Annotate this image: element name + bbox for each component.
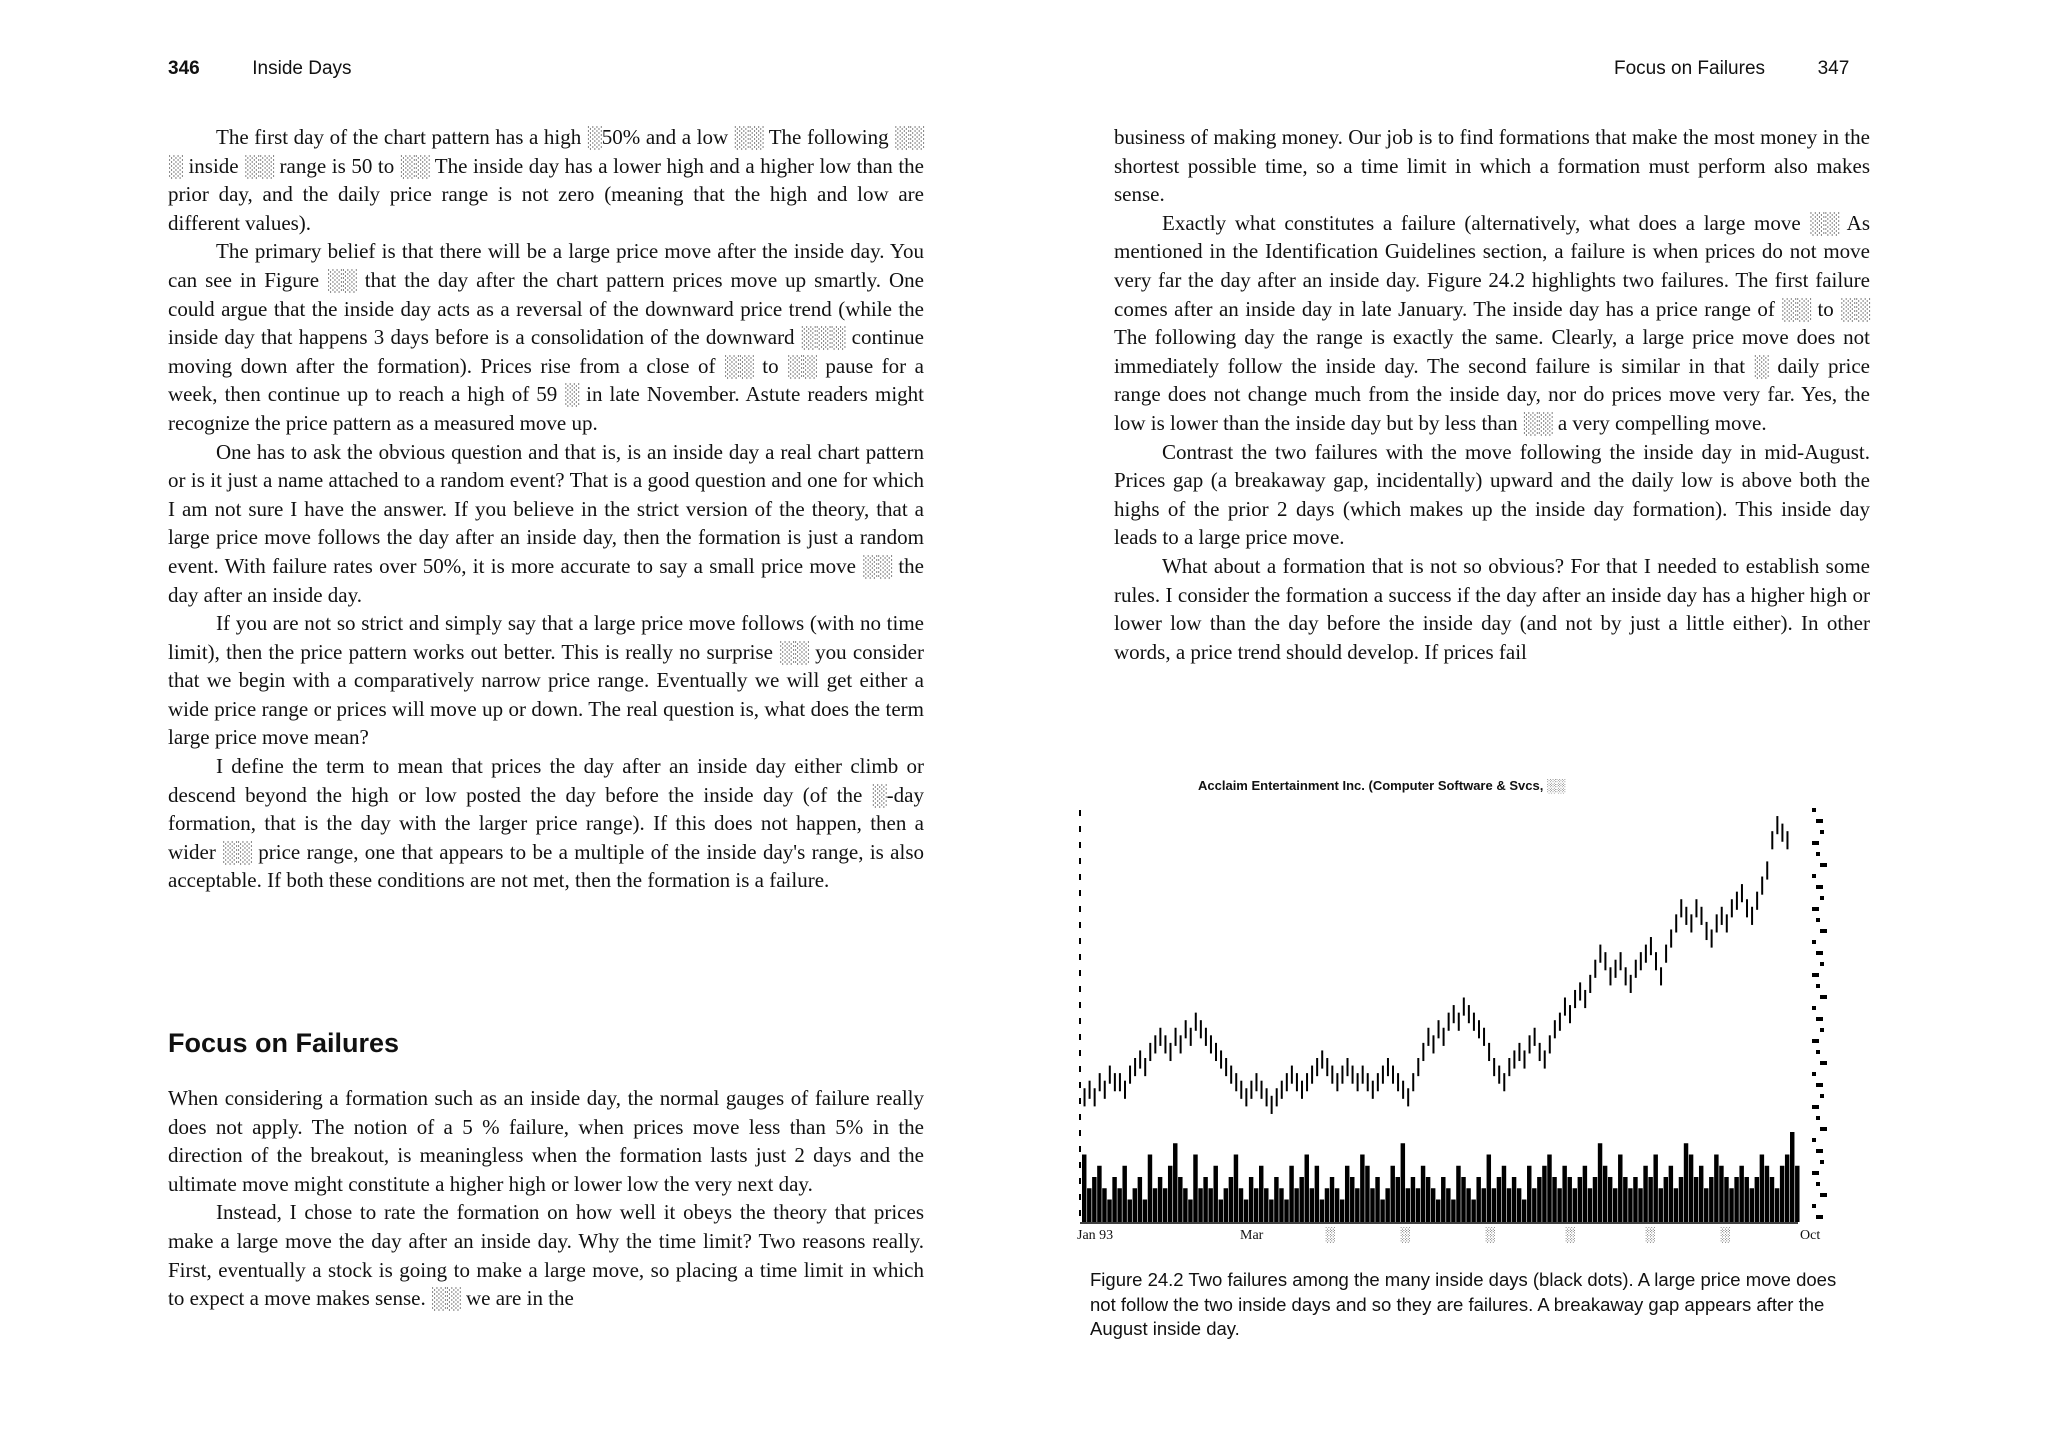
axis-tick [1812, 1039, 1819, 1043]
volume-bar [1608, 1177, 1612, 1222]
paragraph: The primary belief is that there will be a large price move after the inside day. You can see in Figure ░░ that the day after the chart pattern prices move up smartly. One could argue that the inside day acts as a reversal of the downward price trend (while the inside day that happens 3 days before is a consolidation of the downward ░░░ continue moving down after the formation). Prices rise from a close of ░░ to ░░ pause for a week, then continue up to reach a high of 59 ░ in late November. Astute readers might recognize the price pattern as a measured move up. [168, 239, 924, 435]
axis-tick [1812, 1138, 1816, 1142]
volume-bar [1476, 1177, 1480, 1222]
running-head-right: Focus on Failures [1614, 58, 1766, 79]
volume-bar [1219, 1200, 1223, 1223]
volume-bar [1643, 1166, 1647, 1222]
volume-bar [1684, 1143, 1688, 1222]
volume-bar [1562, 1166, 1566, 1222]
volume-bar [1724, 1177, 1728, 1222]
paragraph: The first day of the chart pattern has a high ░50% and a low ░░ The following ░░ ░ inside ░░ range is 50 to ░░ The inside day has a lower high and a higher low than the prior day, and the daily price range is not zero (meaning that the high and low are different values). [168, 125, 924, 235]
axis-tick [1816, 1149, 1823, 1153]
axis-tick [1812, 874, 1816, 878]
volume-bar [1340, 1200, 1344, 1223]
volume-bar [1507, 1188, 1511, 1222]
volume-bar [1234, 1155, 1238, 1223]
volume-bar [1653, 1155, 1657, 1223]
volume-bar [1148, 1155, 1152, 1223]
volume-bar [1623, 1177, 1627, 1222]
volume-bar [1198, 1188, 1202, 1222]
paragraph: I define the term to mean that prices the day after an inside day either climb or descend beyond the high or low posted the day before the inside day (of the ░-day formation, that is the day with the larger price range). If this does not happen, then a wider ░░ price range, one that appears to be a multiple of the inside day's range, is also acceptable. If both these conditions are not met, then the formation is a failure. [168, 754, 924, 893]
x-tick-label: ░ [1485, 1228, 1495, 1243]
figure-caption: Figure 24.2 Two failures among the many inside days (black dots). A large price move does not follow the two inside days and so they are failures. A breakaway gap appears after the August inside day. [1090, 1269, 1837, 1339]
volume-bar [1269, 1200, 1273, 1223]
left-section-text [168, 1084, 924, 1313]
volume-bar [1143, 1200, 1147, 1223]
volume-bar [1613, 1188, 1617, 1222]
volume-bar [1709, 1177, 1713, 1222]
volume-bar [1567, 1177, 1571, 1222]
volume-bar [1765, 1166, 1769, 1222]
axis-tick [1820, 1193, 1827, 1197]
volume-bar [1466, 1188, 1470, 1222]
volume-bar [1775, 1188, 1779, 1222]
volume-bar [1719, 1166, 1723, 1222]
x-tick-label: ░ [1400, 1228, 1410, 1243]
axis-tick [1820, 995, 1827, 999]
section-heading: Focus on Failures [168, 1028, 400, 1058]
volume-bar [1679, 1177, 1683, 1222]
axis-tick [1812, 1171, 1819, 1175]
axis-tick [1816, 1116, 1820, 1120]
volume-bar [1401, 1143, 1405, 1222]
volume-bar [1178, 1177, 1182, 1222]
x-tick-label: Mar [1240, 1228, 1264, 1243]
volume-bar [1274, 1177, 1278, 1222]
volume-bar [1750, 1188, 1754, 1222]
axis-tick [1816, 1215, 1823, 1219]
axis-tick [1820, 1061, 1827, 1065]
paragraph: When considering a formation such as an inside day, the normal gauges of failure really does not apply. The notion of a 5 % failure, when prices move less than 5% in the direction of the breakout, is meaningless when the formation lasts just 2 days and the ultimate move might constitute a higher high or lower low the very next day. [168, 1086, 924, 1196]
volume-bar [1441, 1177, 1445, 1222]
volume-bar [1335, 1188, 1339, 1222]
axis-tick [1816, 1050, 1820, 1054]
x-tick-label: ░ [1565, 1228, 1575, 1243]
volume-bar [1512, 1177, 1516, 1222]
x-tick-label: Jan 93 [1077, 1228, 1114, 1243]
volume-bar [1133, 1188, 1137, 1222]
volume-bar [1299, 1177, 1303, 1222]
volume-bar [1502, 1166, 1506, 1222]
volume-bar [1734, 1177, 1738, 1222]
volume-bar [1689, 1155, 1693, 1223]
volume-bar [1426, 1177, 1430, 1222]
axis-tick [1820, 830, 1824, 834]
volume-bar [1451, 1200, 1455, 1223]
volume-bar [1744, 1177, 1748, 1222]
axis-tick [1816, 1182, 1820, 1186]
volume-bar [1492, 1188, 1496, 1222]
volume-bar [1325, 1188, 1329, 1222]
axis-tick [1820, 1127, 1827, 1131]
volume-bar [1112, 1177, 1116, 1222]
volume-bar [1082, 1155, 1086, 1223]
volume-bar [1406, 1188, 1410, 1222]
volume-bar [1188, 1200, 1192, 1223]
axis-tick [1816, 885, 1823, 889]
volume-bar [1603, 1166, 1607, 1222]
axis-tick [1816, 852, 1820, 856]
paragraph: Contrast the two failures with the move following the inside day in mid-August. Prices gap (a breakaway gap, incidentally) upward and the daily low is above both the highs of the prior 2 days (which makes up the inside day formation). This inside day leads to a large price move. [1114, 439, 1870, 550]
volume-bar [1795, 1166, 1799, 1222]
volume-bar [1593, 1177, 1597, 1222]
volume-bar [1633, 1177, 1637, 1222]
volume-bar [1421, 1166, 1425, 1222]
axis-tick [1816, 1017, 1823, 1021]
volume-bar [1618, 1155, 1622, 1223]
paragraph: One has to ask the obvious question and that is, is an inside day a real chart pattern or is it just a name attached to a random event? That is a good question and one for which I am not sure I have the answer. If you believe in the strict version of the theory, that a large price move follows the day after an inside day, then the formation is just a random event. With failure rates over 50%, it is more accurate to say a small price move ░░ the day after an inside day. [168, 439, 924, 607]
volume-bar [1355, 1188, 1359, 1222]
volume-bar [1310, 1188, 1314, 1222]
axis-tick [1812, 841, 1819, 845]
volume-bar [1770, 1177, 1774, 1222]
left-body-text [168, 123, 924, 895]
volume-bar [1249, 1177, 1253, 1222]
volume-bar [1087, 1188, 1091, 1222]
volume-bar [1669, 1166, 1673, 1222]
volume-bar [1380, 1200, 1384, 1223]
volume-bar [1699, 1166, 1703, 1222]
page-number-right: 347 [1817, 58, 1850, 79]
volume-bar [1153, 1188, 1157, 1222]
right-body-text [1114, 123, 1870, 666]
volume-bar [1208, 1188, 1212, 1222]
volume-bar [1305, 1155, 1309, 1223]
volume-bar [1714, 1155, 1718, 1223]
running-head-left: Inside Days [252, 58, 352, 79]
volume-bar [1729, 1188, 1733, 1222]
stock-chart [1070, 790, 1850, 1230]
volume-bar [1482, 1188, 1486, 1222]
volume-bar [1158, 1177, 1162, 1222]
volume-bar [1588, 1188, 1592, 1222]
axis-tick [1820, 962, 1824, 966]
axis-tick [1812, 1204, 1816, 1208]
volume-bar [1573, 1188, 1577, 1222]
volume-bar [1461, 1177, 1465, 1222]
volume-bar [1239, 1188, 1243, 1222]
volume-bar [1628, 1188, 1632, 1222]
volume-bar [1289, 1166, 1293, 1222]
axis-tick [1816, 984, 1820, 988]
volume-bar [1183, 1188, 1187, 1222]
right-running-header [1614, 58, 1849, 80]
volume-bar [1638, 1188, 1642, 1222]
volume-bar [1122, 1166, 1126, 1222]
volume-bar [1284, 1200, 1288, 1223]
volume-bar [1456, 1166, 1460, 1222]
volume-bar [1259, 1166, 1263, 1222]
volume-bar [1345, 1166, 1349, 1222]
volume-bar [1648, 1177, 1652, 1222]
volume-bar [1365, 1166, 1369, 1222]
volume-bar [1097, 1166, 1101, 1222]
volume-bar [1704, 1188, 1708, 1222]
volume-bar [1694, 1177, 1698, 1222]
volume-bars [1082, 1132, 1800, 1222]
volume-bar [1431, 1188, 1435, 1222]
volume-bar [1411, 1177, 1415, 1222]
volume-bar [1264, 1188, 1268, 1222]
volume-bar [1385, 1188, 1389, 1222]
volume-bar [1790, 1132, 1794, 1222]
right-page [1024, 0, 2048, 1448]
x-tick-label: ░ [1325, 1228, 1335, 1243]
volume-bar [1320, 1200, 1324, 1223]
volume-bar [1760, 1155, 1764, 1223]
volume-bar [1168, 1166, 1172, 1222]
volume-bar [1739, 1166, 1743, 1222]
volume-bar [1138, 1177, 1142, 1222]
volume-bar [1224, 1188, 1228, 1222]
axis-tick [1820, 1160, 1824, 1164]
volume-bar [1497, 1177, 1501, 1222]
axis-tick [1812, 1105, 1819, 1109]
volume-bar [1173, 1143, 1177, 1222]
left-running-header [168, 58, 352, 80]
volume-bar [1163, 1188, 1167, 1222]
axis-tick [1820, 1094, 1824, 1098]
axis-tick [1820, 1028, 1824, 1032]
axis-tick [1816, 819, 1823, 823]
axis-tick [1812, 1006, 1816, 1010]
volume-bar [1107, 1200, 1111, 1223]
axis-tick [1812, 808, 1816, 812]
paragraph: business of making money. Our job is to find formations that make the most money in the shortest possible time, so a time limit in which a formation must perform also makes sense. [1114, 125, 1870, 207]
axis-tick [1812, 1072, 1816, 1076]
volume-bar [1203, 1177, 1207, 1222]
volume-bar [1517, 1188, 1521, 1222]
volume-bar [1552, 1177, 1556, 1222]
volume-bar [1390, 1166, 1394, 1222]
volume-bar [1583, 1166, 1587, 1222]
volume-bar [1128, 1200, 1132, 1223]
price-bars [1085, 816, 1788, 1114]
x-tick-label: Oct [1800, 1228, 1821, 1243]
volume-bar [1254, 1188, 1258, 1222]
paragraph: Instead, I chose to rate the formation on how well it obeys the theory that prices make a large move the day after an inside day. Why the time limit? Two reasons really. First, eventually a stock is going to make a large move, so placing a time limit in which to expect a move makes sense. ░░ we are in the [168, 1200, 924, 1311]
volume-bar [1229, 1177, 1233, 1222]
paragraph: If you are not so strict and simply say that a large price move follows (with no time limit), then the price pattern works out better. This is really no surprise ░░ you consider that we begin with a comparatively narrow price range. Eventually we will get either a wide price range or prices will move up or down. The real question is, what does the term large price move mean? [168, 611, 924, 750]
volume-bar [1532, 1188, 1536, 1222]
volume-bar [1244, 1200, 1248, 1223]
volume-bar [1578, 1177, 1582, 1222]
volume-bar [1330, 1177, 1334, 1222]
axis-tick [1812, 940, 1816, 944]
axis-tick [1820, 896, 1824, 900]
volume-bar [1487, 1155, 1491, 1223]
volume-bar [1360, 1155, 1364, 1223]
volume-bar [1780, 1166, 1784, 1222]
volume-bar [1092, 1177, 1096, 1222]
volume-bar [1547, 1155, 1551, 1223]
volume-bar [1446, 1188, 1450, 1222]
volume-bar [1436, 1200, 1440, 1223]
chart-title: Acclaim Entertainment Inc. (Computer Software & Svcs, ░░ [1198, 778, 1566, 793]
volume-bar [1557, 1188, 1561, 1222]
volume-bar [1294, 1188, 1298, 1222]
volume-bar [1102, 1188, 1106, 1222]
x-tick-label: ░ [1645, 1228, 1655, 1243]
page-number-left: 346 [168, 58, 200, 79]
x-tick-label: ░ [1720, 1228, 1730, 1243]
volume-bar [1755, 1177, 1759, 1222]
volume-bar [1396, 1177, 1400, 1222]
volume-bar [1213, 1166, 1217, 1222]
volume-bar [1537, 1177, 1541, 1222]
volume-bar [1664, 1177, 1668, 1222]
volume-bar [1785, 1155, 1789, 1223]
axis-tick [1820, 929, 1827, 933]
volume-bar [1598, 1143, 1602, 1222]
volume-bar [1117, 1188, 1121, 1222]
volume-bar [1375, 1177, 1379, 1222]
volume-bar [1471, 1200, 1475, 1223]
volume-bar [1279, 1188, 1283, 1222]
axis-tick [1816, 951, 1823, 955]
paragraph: What about a formation that is not so obvious? For that I needed to establish some rules. I consider the formation a success if the day after an inside day has a higher high or lower low than the day before the inside day (and not by just a little either). In other words, a price trend should develop. If prices fail [1114, 553, 1870, 664]
axis-tick [1816, 918, 1820, 922]
axis-tick [1812, 907, 1819, 911]
axis-tick [1820, 863, 1827, 867]
volume-bar [1370, 1188, 1374, 1222]
volume-bar [1315, 1166, 1319, 1222]
volume-bar [1522, 1200, 1526, 1223]
paragraph: Exactly what constitutes a failure (alternatively, what does a large move ░░ As mentioned in the Identification Guidelines section, a failure is when prices do not move very far the day after an inside day. Figure 24.2 highlights two failures. The first failure comes after an inside day in late January. The inside day has a price range of ░░ to ░░ The following day the range is exactly the same. Clearly, a large price move does not immediately follow the inside day. The second failure is similar in that ░ daily price range does not change much from the inside day, nor do prices move very far. Yes, the low is lower than the inside day but by less than ░░ a very compelling move. [1114, 210, 1870, 435]
volume-bar [1659, 1188, 1663, 1222]
volume-bar [1193, 1155, 1197, 1223]
volume-bar [1542, 1166, 1546, 1222]
axis-tick [1816, 1083, 1823, 1087]
volume-bar [1416, 1188, 1420, 1222]
volume-bar [1350, 1177, 1354, 1222]
axis-tick [1812, 973, 1819, 977]
volume-bar [1674, 1188, 1678, 1222]
volume-bar [1527, 1166, 1531, 1222]
